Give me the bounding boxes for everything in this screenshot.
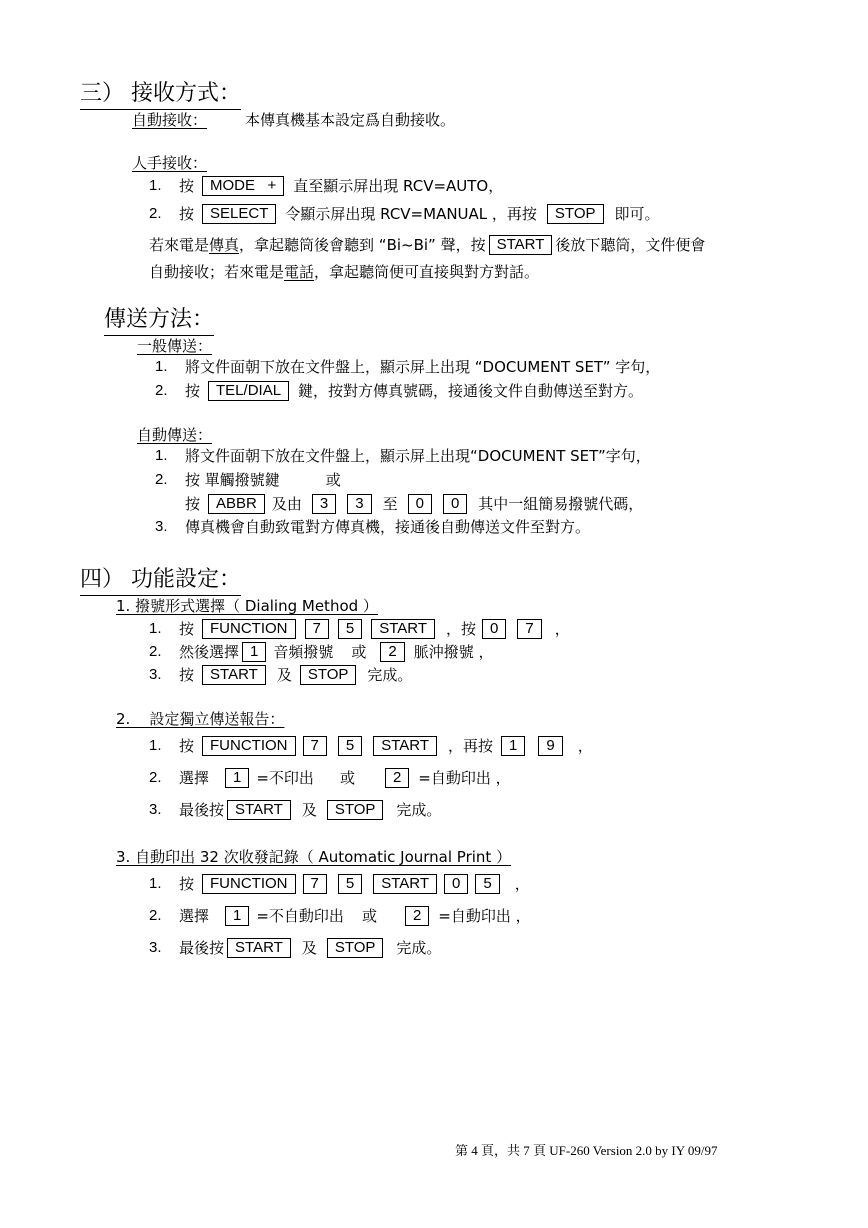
start-key: START bbox=[227, 938, 291, 958]
stop-key: STOP bbox=[547, 204, 604, 224]
general-step-2: 2. 按 TEL/DIAL 鍵，按對方傳真號碼，接通後文件自動傳送至對方。 bbox=[155, 382, 644, 400]
journal-step-2: 2. 選擇 1 =不自動印出 或 2 =自動印出 ， bbox=[149, 907, 531, 925]
section-4-heading: 四） 功能設定： bbox=[80, 566, 241, 596]
digit-7-key: 7 bbox=[303, 874, 327, 894]
dialing-step-2: 2. 然後選擇 1 音頻撥號 或 2 脈沖撥號 ， bbox=[149, 643, 494, 661]
digit-1-key: 1 bbox=[242, 642, 266, 662]
auto-step-2: 2. 按 單觸撥號鍵 或 bbox=[155, 471, 341, 489]
digit-3-key: 3 bbox=[347, 494, 371, 514]
send-method-heading: 傳送方法： bbox=[104, 306, 214, 336]
section-3-heading: 三） 接收方式： bbox=[80, 80, 241, 110]
digit-2-key: 2 bbox=[385, 768, 409, 788]
digit-5-key: 5 bbox=[338, 619, 362, 639]
dialing-step-1: 1. 按 FUNCTION 7 5 START ，按 0 7 ， bbox=[149, 620, 570, 638]
start-key: START bbox=[371, 619, 435, 639]
digit-5-key: 5 bbox=[338, 874, 362, 894]
start-key: START bbox=[202, 665, 266, 685]
auto-step-2-abbr: 按 ABBR 及由 3 3 至 0 0 其中一組簡易撥號代碼， bbox=[185, 495, 644, 513]
digit-7-key: 7 bbox=[303, 736, 327, 756]
function-key: FUNCTION bbox=[202, 874, 296, 894]
auto-send-label: 自動傳送： bbox=[137, 426, 213, 444]
dialing-method-label: 1. 撥號形式選擇（ Dialing Method ） bbox=[116, 597, 378, 615]
page-footer: 第 4 頁，共 7 頁 UF-260 Version 2.0 by IY 09/97 bbox=[455, 1143, 718, 1158]
manual-note-line-2: 自動接收；若來電是 電話 ，拿起聽筒便可直接與對方對話。 bbox=[149, 263, 540, 281]
digit-0-key: 0 bbox=[444, 874, 468, 894]
tel-dial-key: TEL/DIAL bbox=[208, 381, 289, 401]
digit-5-key: 5 bbox=[338, 736, 362, 756]
journal-step-3: 3. 最後按 START 及 STOP 完成。 bbox=[149, 939, 442, 957]
digit-1-key: 1 bbox=[225, 768, 249, 788]
function-key: FUNCTION bbox=[202, 736, 296, 756]
manual-note-line-1: 若來電是 傳真 ，拿起聽筒後會聽到 “Bi~Bi” 聲，按 START 後放下聽筒，文件便會 bbox=[149, 236, 706, 254]
auto-step-1: 1. 將文件面朝下放在文件盤上，顯示屏上出現“DOCUMENT SET”字句， bbox=[155, 447, 651, 465]
digit-3-key: 3 bbox=[312, 494, 336, 514]
function-key: FUNCTION bbox=[202, 619, 296, 639]
digit-1-key: 1 bbox=[501, 736, 525, 756]
digit-0-key: 0 bbox=[443, 494, 467, 514]
start-key: START bbox=[373, 736, 437, 756]
digit-7-key: 7 bbox=[305, 619, 329, 639]
digit-0-key: 0 bbox=[482, 619, 506, 639]
auto-receive-line: 自動接收： 本傳真機基本設定爲自動接收。 bbox=[132, 111, 456, 129]
digit-9-key: 9 bbox=[538, 736, 562, 756]
mode-plus-key: MODE + bbox=[202, 176, 284, 196]
start-key: START bbox=[227, 800, 291, 820]
stop-key: STOP bbox=[327, 800, 384, 820]
tx-report-step-2: 2. 選擇 1 =不印出 或 2 =自動印出 ， bbox=[149, 769, 511, 787]
start-key: START bbox=[489, 235, 553, 255]
dialing-step-3: 3. 按 START 及 STOP 完成。 bbox=[149, 666, 413, 684]
tx-report-step-3: 3. 最後按 START 及 STOP 完成。 bbox=[149, 801, 442, 819]
digit-1-key: 1 bbox=[225, 906, 249, 926]
digit-2-key: 2 bbox=[405, 906, 429, 926]
general-send-label: 一般傳送： bbox=[137, 337, 213, 355]
select-key: SELECT bbox=[202, 204, 276, 224]
auto-step-3: 3. 傳真機會自動致電對方傳真機，接通後自動傳送文件至對方。 bbox=[155, 518, 591, 536]
journal-step-1: 1. 按 FUNCTION 7 5 START 0 5 ， bbox=[149, 875, 530, 893]
stop-key: STOP bbox=[327, 938, 384, 958]
manual-step-2: 2. 按 SELECT 令顯示屏出現 RCV=MANUAL ，再按 STOP 即可。 bbox=[149, 205, 660, 223]
journal-print-label: 3. 自動印出 32 次收發記錄（ Automatic Journal Print ） bbox=[116, 848, 512, 866]
manual-step-1: 1. 按 MODE + 直至顯示屏出現 RCV=AUTO， bbox=[149, 177, 504, 195]
digit-7-key: 7 bbox=[517, 619, 541, 639]
digit-2-key: 2 bbox=[380, 642, 404, 662]
tx-report-step-1: 1. 按 FUNCTION 7 5 START ，再按 1 9 ， bbox=[149, 737, 593, 755]
digit-0-key: 0 bbox=[408, 494, 432, 514]
general-step-1: 1. 將文件面朝下放在文件盤上，顯示屏上出現 “DOCUMENT SET” 字句， bbox=[155, 358, 661, 376]
digit-5-key: 5 bbox=[475, 874, 499, 894]
tx-report-label: 2. 設定獨立傳送報告： bbox=[116, 710, 285, 728]
stop-key: STOP bbox=[300, 665, 357, 685]
abbr-key: ABBR bbox=[208, 494, 265, 514]
start-key: START bbox=[373, 874, 437, 894]
manual-receive-label: 人手接收： bbox=[132, 154, 208, 172]
